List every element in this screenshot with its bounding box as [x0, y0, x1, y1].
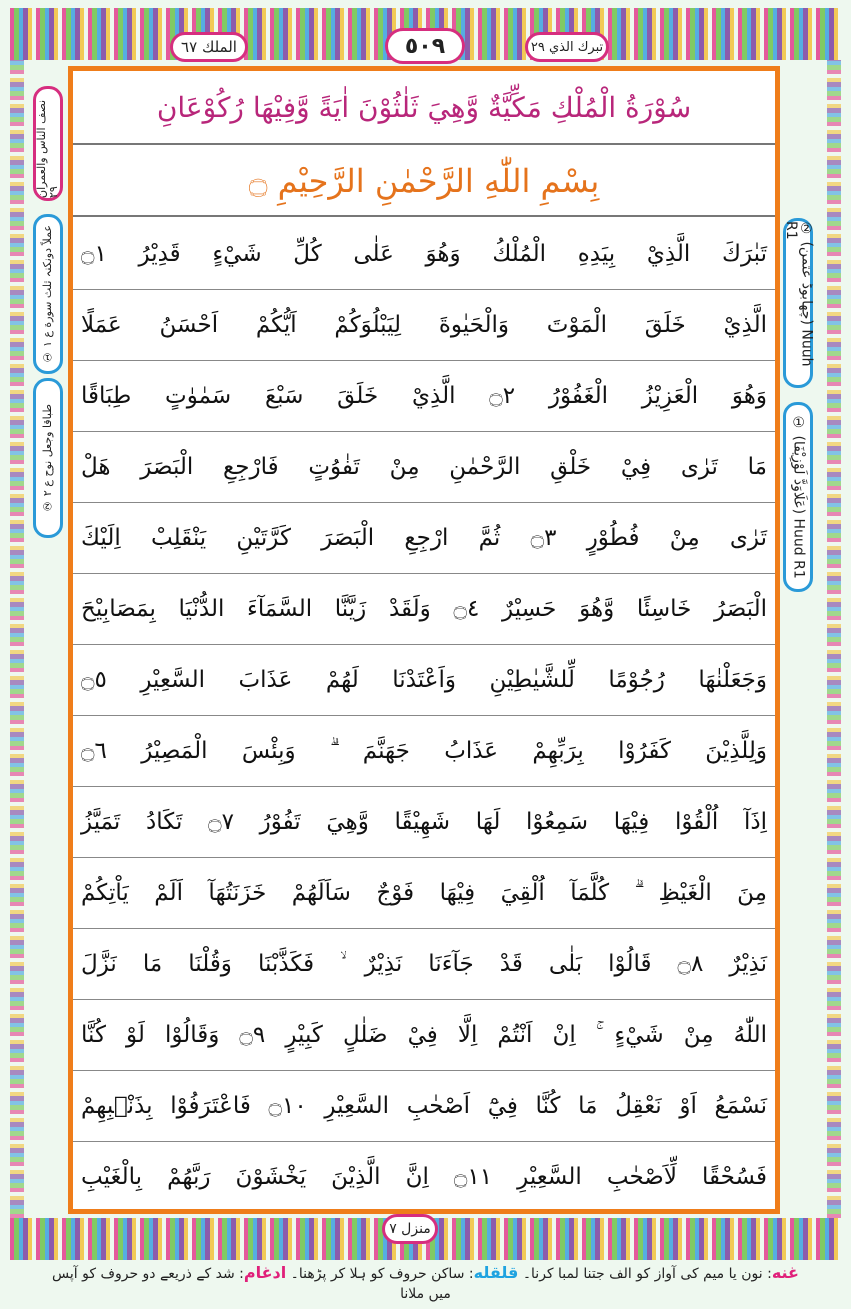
verse-line — [73, 290, 775, 361]
ruku-label-text: ② طباقا وجعل نوح ع ٢ — [40, 403, 54, 513]
left-margin-ruku-label — [33, 378, 63, 538]
verse-line-text: نَسْمَعُ اَوْ نَعْقِلُ مَا كُنَّا فِيْٓ اَصْحٰبِ السَّعِيْرِ ۝١٠ فَاعْتَرَفُوْا بِذَنْۢبِهِمْ — [81, 1092, 767, 1119]
idgham-definition: : شد کے ذریعے دو حروف کو آپس میں ملانا — [52, 1266, 451, 1302]
tajweed-legend — [40, 1262, 811, 1304]
juz-name-badge: تبرك الذي ٢٩ — [525, 32, 609, 62]
ghunna-definition: : نون یا میم کی آواز کو الف جتنا لمبا کرنا۔ — [518, 1266, 772, 1282]
verse-line — [73, 645, 775, 716]
verse-line — [73, 716, 775, 787]
verse-line-text: مَا تَرٰى فِيْ خَلْقِ الرَّحْمٰنِ مِنْ تَفٰوُتٍ فَارْجِعِ الْبَصَرَ هَلْ — [81, 453, 767, 480]
verse-line — [73, 503, 775, 574]
verse-line — [73, 858, 775, 929]
verse-line-text: اِذَآ اُلْقُوْا فِيْهَا سَمِعُوْا لَهَا شَهِيْقًا وَّهِيَ تَفُوْرُ ۝٧ تَكَادُ تَمَيَّزُ — [81, 808, 767, 835]
left-margin-ruku-label — [33, 214, 63, 374]
surah-title: سُوْرَةُ الْمُلْكِ مَكِّيَّةٌ وَّهِيَ ثَلٰثُوْنَ اٰيَةً وَّفِيْهَا رُكُوْعَانِ — [73, 71, 775, 145]
verse-line-text: وَهُوَ الْعَزِيْزُ الْغَفُوْرُ ۝٢ الَّذِيْ خَلَقَ سَبْعَ سَمٰوٰتٍ طِبَاقًا — [81, 382, 767, 409]
verse-line-text: الْبَصَرُ خَاسِئًا وَّهُوَ حَسِيْرٌ ۝٤ وَلَقَدْ زَيَّنَّا السَّمَآءَ الدُّنْيَا بِمَصَابِيْحَ — [81, 595, 768, 622]
ruku-label-text: ① عملاً دونکنہ ثلث سورة ع ١ — [40, 224, 54, 364]
left-ornament-border — [10, 60, 24, 1218]
verse-line — [73, 1142, 775, 1213]
ruku-label-text: ① (عَلَاوَدَّ لَوْزِیْفَا) Huud R1 — [790, 415, 807, 579]
verse-line-text: الَّذِيْ خَلَقَ الْمَوْتَ وَالْحَيٰوةَ لِيَبْلُوَكُمْ اَيُّكُمْ اَحْسَنُ عَمَلًا — [81, 311, 767, 338]
verse-line-text: تَبٰرَكَ الَّذِيْ بِيَدِهِ الْمُلْكُ وَهُوَ عَلٰى كُلِّ شَيْءٍ قَدِيْرُ ۝١ — [81, 240, 767, 267]
verse-line — [73, 432, 775, 503]
hizb-label-text: نصف الناس والعمران ٢٩ — [34, 99, 60, 198]
verse-line-text: مِنَ الْغَيْظِ ۗ كُلَّمَآ اُلْقِيَ فِيْهَا فَوْجٌ سَاَلَهُمْ خَزَنَتُهَآ اَلَمْ يَاْتِكُمْ — [81, 879, 767, 906]
qalqala-term: قلقله — [473, 1263, 519, 1282]
qalqala-definition: : ساکن حروف کو ہلا کر پڑھنا۔ — [286, 1266, 474, 1282]
verse-line — [73, 929, 775, 1000]
verse-line — [73, 219, 775, 290]
right-margin-ruku-label — [783, 402, 813, 592]
verse-lines — [73, 219, 775, 1213]
verse-line-text: وَجَعَلْنٰهَا رُجُوْمًا لِّلشَّيٰطِيْنِ وَاَعْتَدْنَا لَهُمْ عَذَابَ السَّعِيْرِ ۝٥ — [81, 666, 767, 693]
ruku-label-text: ② (چھابوڈ عتمن) Nuuh R1 — [783, 221, 815, 367]
verse-line-text: تَرٰى مِنْ فُطُوْرٍ ۝٣ ثُمَّ ارْجِعِ الْبَصَرَ كَرَّتَيْنِ يَنْقَلِبْ اِلَيْكَ — [81, 524, 767, 551]
bismillah: بِسْمِ اللّٰهِ الرَّحْمٰنِ الرَّحِيْمِ ۝ — [73, 147, 775, 217]
right-margin-ruku-label — [783, 218, 813, 388]
verse-line — [73, 1000, 775, 1071]
verse-line-text: فَسُحْقًا لِّاَصْحٰبِ السَّعِيْرِ ۝١١ اِنَّ الَّذِيْنَ يَخْشَوْنَ رَبَّهُمْ بِالْغَيْبِ — [81, 1164, 767, 1191]
right-ornament-border — [827, 60, 841, 1218]
verse-line — [73, 787, 775, 858]
verse-line — [73, 1071, 775, 1142]
surah-name-badge: الملك ٦٧ — [170, 32, 248, 62]
verse-line — [73, 361, 775, 432]
manzil-badge: منزل ٧ — [382, 1214, 438, 1244]
idgham-term: ادغام — [243, 1263, 287, 1282]
left-margin-hizb-label — [33, 86, 63, 201]
verse-line-text: نَذِيْرٌ ۝٨ قَالُوْا بَلٰى قَدْ جَآءَنَا نَذِيْرٌ ۙ فَكَذَّبْنَا وَقُلْنَا مَا نَزَّلَ — [81, 950, 767, 977]
page-number: ٥٠٩ — [385, 28, 465, 64]
verse-line-text: اللّٰهُ مِنْ شَيْءٍ ۚ اِنْ اَنْتُمْ اِلَّا فِيْ ضَلٰلٍ كَبِيْرٍ ۝٩ وَقَالُوْا لَوْ كُنَّا — [81, 1021, 767, 1048]
verse-line — [73, 574, 775, 645]
verse-line-text: وَلِلَّذِيْنَ كَفَرُوْا بِرَبِّهِمْ عَذَابُ جَهَنَّمَ ۗ وَبِئْسَ الْمَصِيْرُ ۝٦ — [81, 737, 767, 764]
ghunna-term: غنه — [771, 1263, 799, 1282]
